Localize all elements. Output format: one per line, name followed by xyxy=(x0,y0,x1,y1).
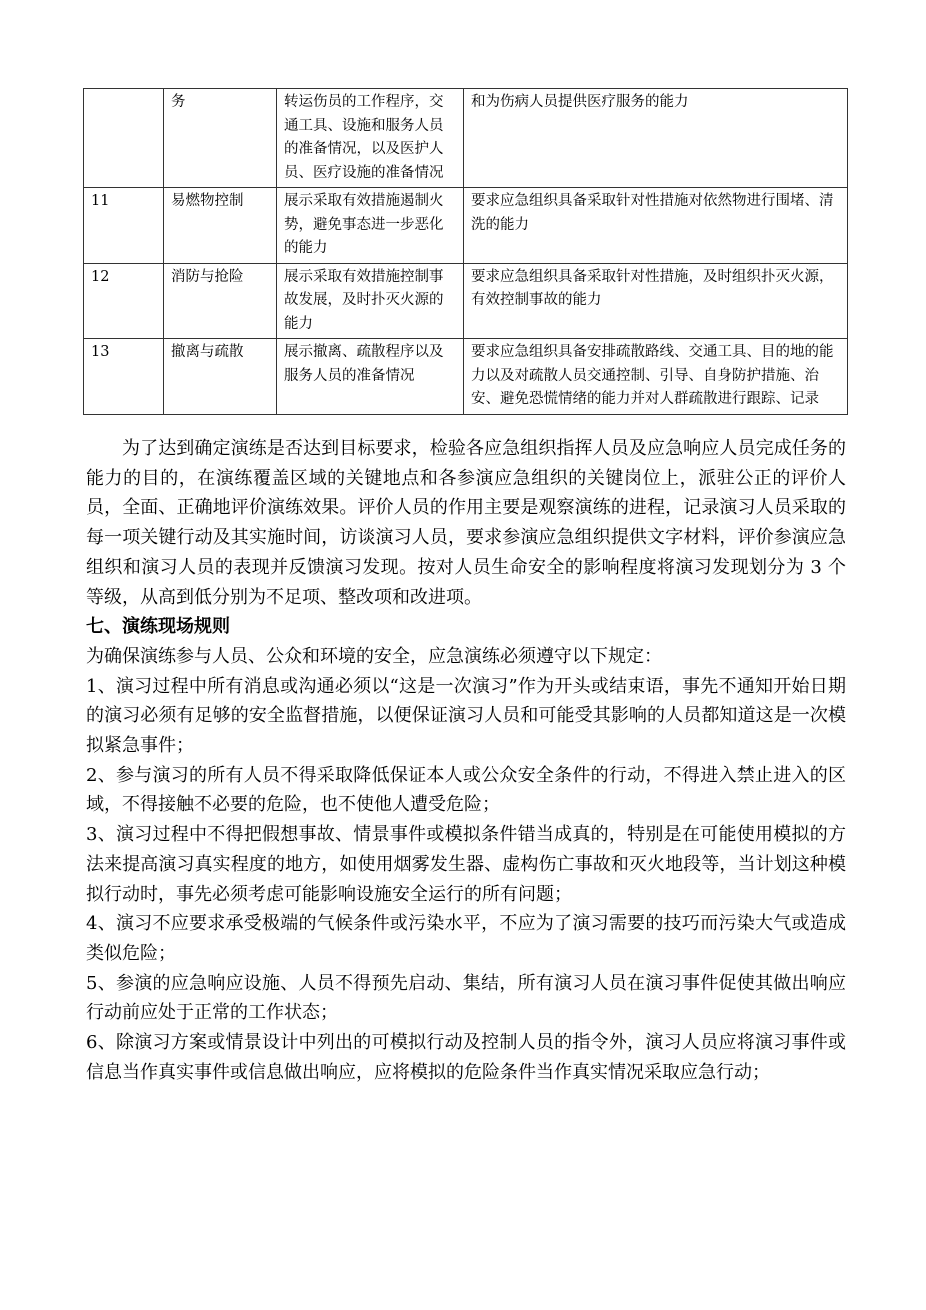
item-content: 展示撤离、疏散程序以及服务人员的准备情况 xyxy=(277,339,464,415)
table-row xyxy=(84,89,848,188)
item-requirement: 要求应急组织具备采取针对性措施对依然物进行围堵、清洗的能力 xyxy=(464,188,848,264)
item-number: 12 xyxy=(84,263,164,339)
item-number: 13 xyxy=(84,339,164,415)
table-row xyxy=(84,263,848,339)
drill-items-table xyxy=(83,88,848,415)
rule-item: 2、参与演习的所有人员不得采取降低保证本人或公众安全条件的行动，不得进入禁止进入的区域，不得接触不必要的危险，也不使他人遭受危险； xyxy=(86,764,846,816)
rule-item: 6、除演习方案或情景设计中列出的可模拟行动及控制人员的指令外，演习人员应将演习事件或信息当作真实事件或信息做出响应，应将模拟的危险条件当作真实情况采取应急行动； xyxy=(86,1032,846,1083)
table-row xyxy=(84,339,848,415)
item-requirement: 要求应急组织具备安排疏散路线、交通工具、目的地的能力以及对疏散人员交通控制、引导、自身防护措施、治安、避免恐慌情绪的能力并对人群疏散进行跟踪、记录 xyxy=(464,339,848,415)
item-name: 易燃物控制 xyxy=(164,188,277,264)
item-content: 展示采取有效措施遏制火势，避免事态进一步恶化的能力 xyxy=(277,188,464,264)
item-content: 展示采取有效措施控制事故发展，及时扑灭火源的能力 xyxy=(277,263,464,339)
rules-lead: 为确保演练参与人员、公众和环境的安全，应急演练必须遵守以下规定： xyxy=(86,645,662,667)
item-name: 务 xyxy=(164,89,277,188)
item-name: 撤离与疏散 xyxy=(164,339,277,415)
rule-item: 1、演习过程中所有消息或沟通必须以“这是一次演习”作为开头或结束语，事先不通知开始日期的演习必须有足够的安全监督措施，以便保证演习人员和可能受其影响的人员都知道这是一次模拟紧急事件； xyxy=(86,675,846,757)
item-name: 消防与抢险 xyxy=(164,263,277,339)
rule-item: 4、演习不应要求承受极端的气候条件或污染水平，不应为了演习需要的技巧而污染大气或造成类似危险； xyxy=(86,913,846,964)
section-heading: 七、演练现场规则 xyxy=(86,616,230,638)
evaluation-paragraph: 为了达到确定演练是否达到目标要求，检验各应急组织指挥人员及应急响应人员完成任务的能力的目的，在演练覆盖区域的关键地点和各参演应急组织的关键岗位上，派驻公正的评价人员，全面、正确地评价演练效果。评价人员的作用主要是观察演练的进程，记录演习人员采取的每一项关键行动及其实施时间，访谈演习人员，要求参演应急组织提供文字材料，评价参演应急组织和演习人员的表现并反馈演习发现。按对人员生命安全的影响程度将演习发现划分为 3 个等级，从高到低分别为不足项、整改项和改进项。 xyxy=(86,438,846,608)
table-row xyxy=(84,188,848,264)
item-number xyxy=(84,89,164,188)
item-requirement: 要求应急组织具备采取针对性措施，及时组织扑灭火源，有效控制事故的能力 xyxy=(464,263,848,339)
item-requirement: 和为伤病人员提供医疗服务的能力 xyxy=(464,89,848,188)
rule-item: 5、参演的应急响应设施、人员不得预先启动、集结，所有演习人员在演习事件促使其做出响应行动前应处于正常的工作状态； xyxy=(86,972,846,1024)
rule-item: 3、演习过程中不得把假想事故、情景事件或模拟条件错当成真的，特别是在可能使用模拟的方法来提高演习真实程度的地方，如使用烟雾发生器、虚构伤亡事故和灭火地段等，当计划这种模拟行动时，事先必须考虑可能影响设施安全运行的所有问题； xyxy=(86,824,846,905)
item-number: 11 xyxy=(84,188,164,264)
item-content: 转运伤员的工作程序，交通工具、设施和服务人员的准备情况，以及医护人员、医疗设施的准备情况 xyxy=(277,89,464,188)
document-body xyxy=(86,434,846,1087)
